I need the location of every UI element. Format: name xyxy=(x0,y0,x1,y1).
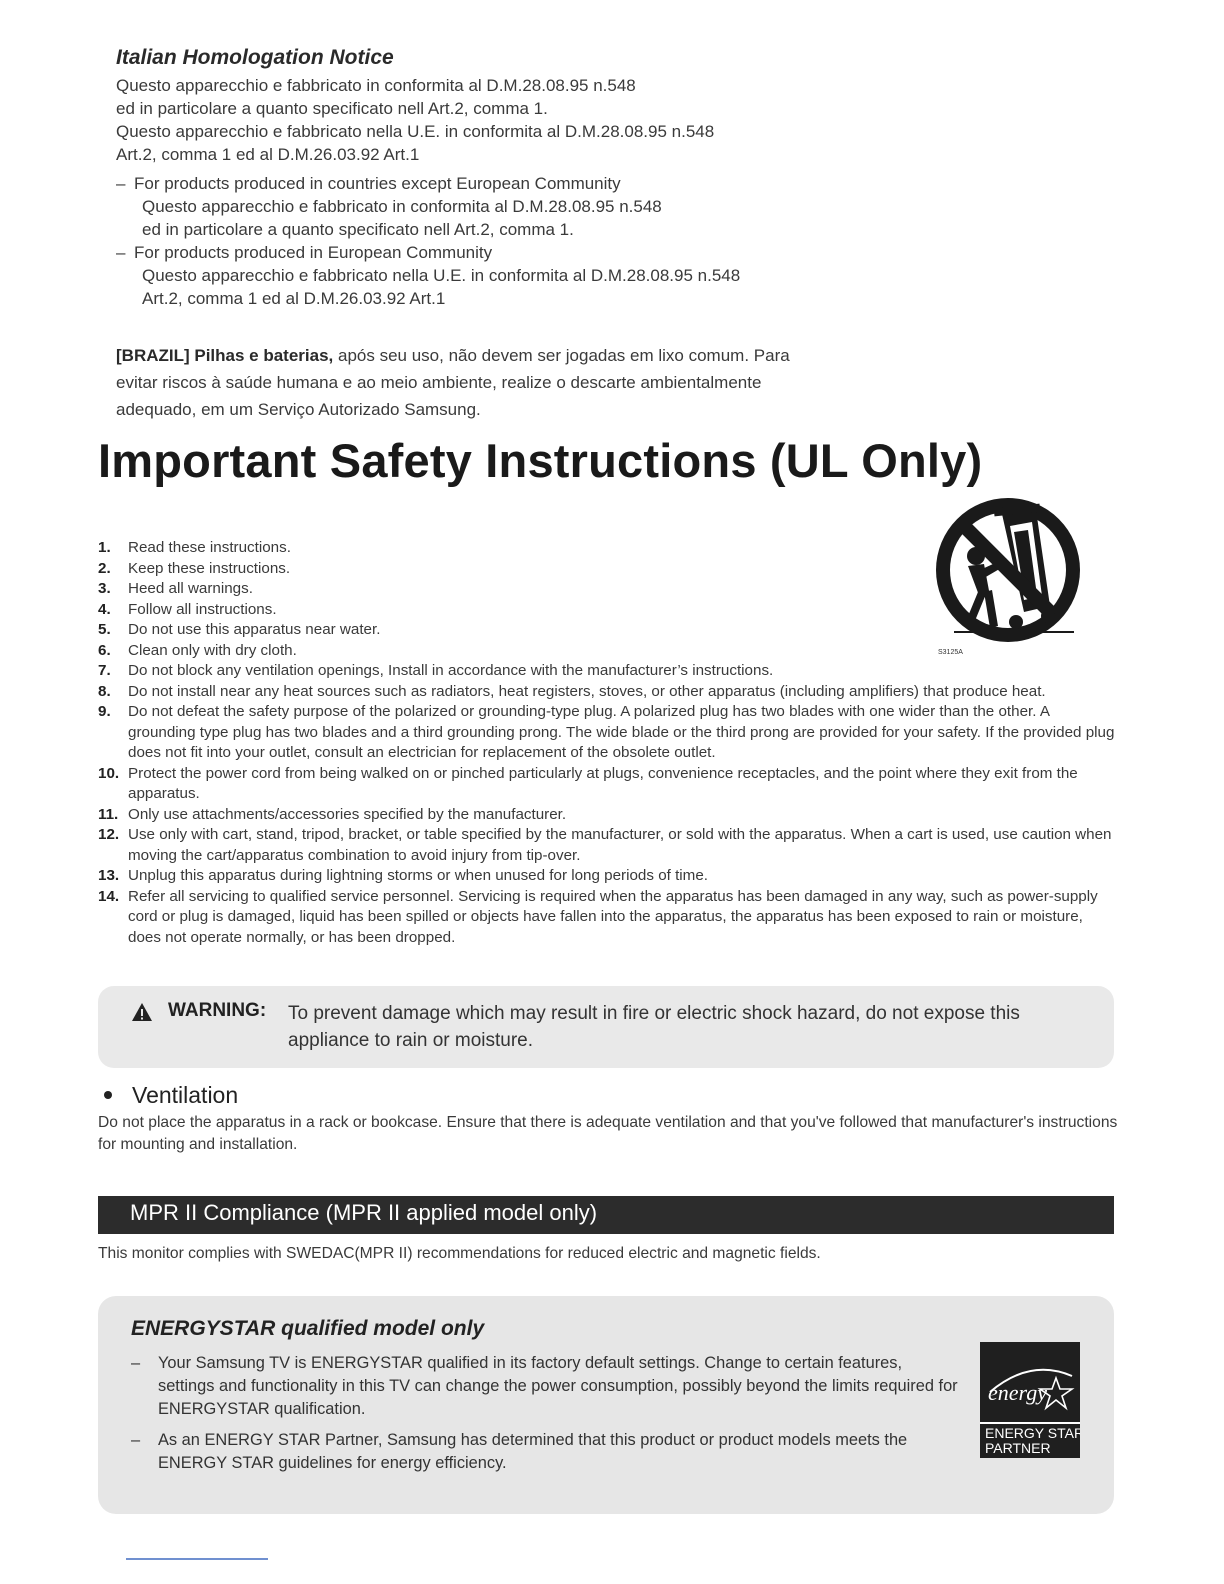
italian-bullet-line: ed in particolare a quanto specificato nell Art.2, comma 1. xyxy=(142,220,574,239)
italian-bullet-heading: For products produced in countries except European Community xyxy=(134,174,621,193)
item-text: Use only with cart, stand, tripod, bracket, or table specified by the manufacturer, or sold with the apparatus. When a cart is used, use caution when moving the cart/apparatus combination to avoid injury from tip-over. xyxy=(128,826,1112,864)
partner-label: PARTNER xyxy=(985,1440,1051,1456)
item-number: 14. xyxy=(98,887,120,905)
item-number: 13. xyxy=(98,867,120,884)
icon-caption: S3125A xyxy=(938,649,963,656)
item-number: 6. xyxy=(98,641,111,659)
item-text: Read these instructions. xyxy=(128,539,291,556)
ventilation-text: Do not place the apparatus in a rack or bookcase. Ensure that there is adequate ventilation and that you've followed that manufacturer's instructions for mounting and installation. xyxy=(98,1114,1118,1153)
item-text: Unplug this apparatus during lightning storms or when unused for long periods of time. xyxy=(128,867,708,884)
italian-bullet-heading: For products produced in European Community xyxy=(134,243,493,262)
item-number: 2. xyxy=(98,559,111,577)
warning-text: To prevent damage which may result in fire or electric shock hazard, do not expose this appliance to rain or moisture. xyxy=(288,1003,1020,1051)
list-item xyxy=(98,764,1118,805)
item-text: Heed all warnings. xyxy=(128,580,253,597)
safety-instruction-list xyxy=(98,538,1118,948)
italian-bullet-list xyxy=(116,172,740,310)
bullet-dash: – xyxy=(131,1431,141,1449)
item-number: 12. xyxy=(98,826,120,843)
item-number: 4. xyxy=(98,600,111,618)
italian-bullet-line: Questo apparecchio e fabbricato nella U.E. in conformita al D.M.28.08.95 n.548 xyxy=(142,266,741,285)
italian-bullet-line: Art.2, comma 1 ed al D.M.26.03.92 Art.1 xyxy=(142,289,446,308)
list-item xyxy=(98,641,1118,662)
list-item xyxy=(98,825,1118,866)
item-text: Do not install near any heat sources such as radiators, heat registers, stoves, or other apparatus (including amplifiers) that produce heat. xyxy=(128,682,1046,700)
list-item xyxy=(98,887,1118,949)
bullet-dash: – xyxy=(116,174,126,193)
list-item xyxy=(98,538,1118,559)
item-number: 9. xyxy=(98,703,111,720)
energy-bullet-text: Your Samsung TV is ENERGYSTAR qualified in its factory default settings. Change to certain features, settings and functionality in this TV can change the power consumption, possibly beyond the limits required for ENERGYSTAR qualification. xyxy=(158,1354,958,1418)
italian-bullet-line: Questo apparecchio e fabbricato in conformita al D.M.28.08.95 n.548 xyxy=(142,197,662,216)
list-item xyxy=(98,579,1118,600)
italian-line: Questo apparecchio e fabbricato nella U.E. in conformita al D.M.28.08.95 n.548 xyxy=(116,122,715,141)
list-item xyxy=(98,559,1118,580)
list-item xyxy=(98,682,1118,703)
item-number: 1. xyxy=(98,539,111,556)
list-item xyxy=(98,702,1118,764)
ventilation-heading xyxy=(98,1082,238,1109)
mpr-section-title: MPR II Compliance (MPR II applied model only) xyxy=(130,1200,598,1225)
page-title: Important Safety Instructions (UL Only) xyxy=(98,434,983,487)
item-text: Protect the power cord from being walked on or pinched particularly at plugs, convenience receptacles, and the point where they exit from the apparatus. xyxy=(128,764,1078,802)
ventilation-title: Ventilation xyxy=(132,1082,239,1108)
energy-bullet xyxy=(131,1352,961,1421)
warning-label: WARNING: xyxy=(168,1000,267,1021)
item-number: 5. xyxy=(98,621,111,638)
energy-script-text: energy xyxy=(988,1380,1048,1405)
energy-star-partner-logo xyxy=(980,1342,1080,1458)
italian-line: Art.2, comma 1 ed al D.M.26.03.92 Art.1 xyxy=(116,145,420,164)
item-number: 7. xyxy=(98,662,111,679)
item-number: 8. xyxy=(98,682,111,700)
item-text: Keep these instructions. xyxy=(128,559,291,577)
italian-line: ed in particolare a quanto specificato nell Art.2, comma 1. xyxy=(116,99,548,118)
item-number: 3. xyxy=(98,580,111,597)
bullet-dash: – xyxy=(131,1354,141,1372)
energy-star-logo-icon xyxy=(980,1342,1080,1458)
italian-bullet xyxy=(116,241,740,310)
energy-star-label: ENERGY STAR xyxy=(985,1425,1080,1441)
footer-rule xyxy=(126,1558,268,1560)
item-text: Only use attachments/accessories specified by the manufacturer. xyxy=(128,805,567,823)
italian-line: Questo apparecchio e fabbricato in conformita al D.M.28.08.95 n.548 xyxy=(116,76,636,95)
brazil-battery-notice xyxy=(116,342,816,423)
brazil-notice-text: após seu uso, não devem ser jogadas em lixo comum. Para evitar riscos à saúde humana e ao meio ambiente, realize o descarte ambientalmente adequado, em um Serviço Autorizado Samsung. xyxy=(116,346,790,419)
list-item xyxy=(98,866,1118,887)
item-number: 10. xyxy=(98,764,120,782)
bullet-dash: – xyxy=(116,243,126,262)
item-text: Refer all servicing to qualified service personnel. Servicing is required when the apparatus has been damaged in any way, such as power-supply cord or plug is damaged, liquid has been spilled or objects have fallen into the apparatus, the apparatus has been exposed to rain or moisture, does not operate normally, or has been dropped. xyxy=(128,887,1098,946)
list-item xyxy=(98,661,1118,682)
warning-triangle-icon xyxy=(131,1002,153,1022)
italian-bullet xyxy=(116,172,740,241)
item-text: Do not block any ventilation openings, Install in accordance with the manufacturer’s instructions. xyxy=(128,662,774,679)
energy-bullet xyxy=(131,1429,961,1475)
item-text: Clean only with dry cloth. xyxy=(128,641,297,659)
list-item xyxy=(98,805,1118,826)
energy-star-title: ENERGYSTAR qualified model only xyxy=(131,1317,485,1340)
item-text: Do not use this apparatus near water. xyxy=(128,621,381,638)
italian-notice-body xyxy=(116,74,714,166)
list-item xyxy=(98,620,1118,641)
item-number: 11. xyxy=(98,805,119,823)
list-item xyxy=(98,600,1118,621)
mpr-compliance-text: This monitor complies with SWEDAC(MPR II) recommendations for reduced electric and magnetic fields. xyxy=(98,1245,821,1262)
item-text: Do not defeat the safety purpose of the polarized or grounding-type plug. A polarized plug has two blades with one wider than the other. A grounding type plug has two blades and a third grounding prong. The wide blade or the third prong are provided for your safety. If the provided plug does not fit into your outlet, consult an electrician for replacement of the obsolete outlet. xyxy=(128,703,1115,761)
bullet-dot-icon xyxy=(104,1091,112,1099)
italian-notice-title: Italian Homologation Notice xyxy=(116,46,394,69)
item-text: Follow all instructions. xyxy=(128,600,277,618)
brazil-notice-label: [BRAZIL] Pilhas e baterias, xyxy=(116,346,334,365)
energy-star-bullet-list xyxy=(131,1352,961,1483)
energy-bullet-text: As an ENERGY STAR Partner, Samsung has determined that this product or product models meets the ENERGY STAR guidelines for energy efficiency. xyxy=(158,1431,908,1472)
